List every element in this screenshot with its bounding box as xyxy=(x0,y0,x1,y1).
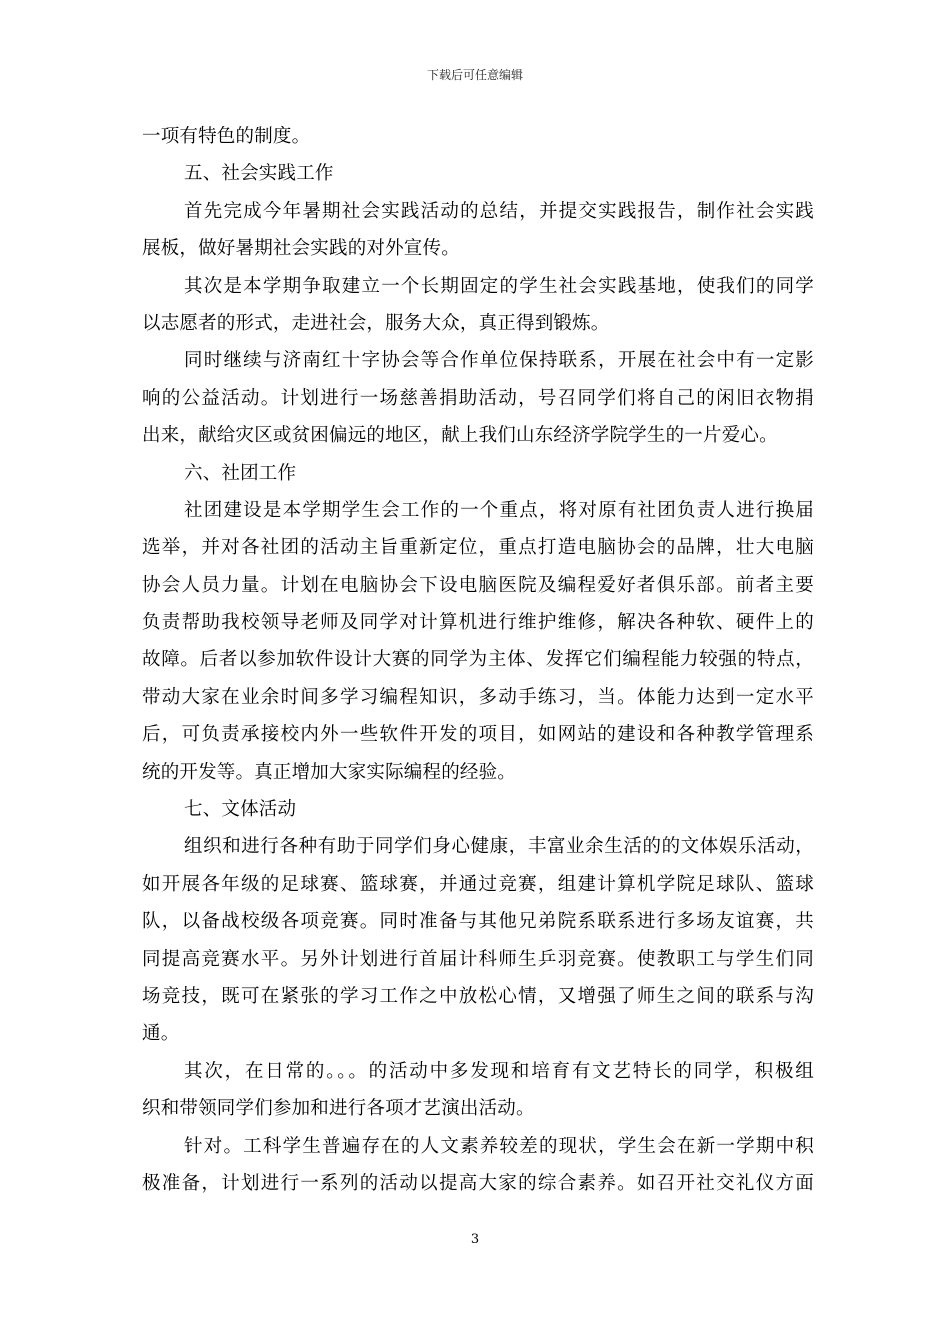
text-line: 选举，并对各社团的活动主旨重新定位，重点打造电脑协会的品牌，壮大电脑 xyxy=(142,537,814,559)
text-line: 场竞技，既可在紧张的学习工作之中放松心情，又增强了师生之间的联系与沟 xyxy=(142,985,814,1007)
text-line: 一项有特色的制度。 xyxy=(142,126,311,147)
text-line: 六、社团工作 xyxy=(184,462,297,484)
text-line: 响的公益活动。计划进行一场慈善捐助活动，号召同学们将自己的闲旧衣物捐 xyxy=(142,387,814,409)
text-line: 针对。工科学生普遍存在的人文素养较差的现状，学生会在新一学期中积 xyxy=(184,1135,814,1157)
text-line: 统的开发等。真正增加大家实际编程的经验。 xyxy=(142,761,517,783)
text-line: 织和带领同学们参加和进行各项才艺演出活动。 xyxy=(142,1098,535,1120)
page-number: 3 xyxy=(470,1232,480,1247)
text-line: 其次是本学期争取建立一个长期固定的学生社会实践基地，使我们的同学 xyxy=(184,275,814,297)
text-line: 如开展各年级的足球赛、篮球赛，并通过竞赛，组建计算机学院足球队、篮球 xyxy=(142,873,814,895)
text-line: 五、社会实践工作 xyxy=(184,163,334,185)
text-line: 同时继续与济南红十字协会等合作单位保持联系，开展在社会中有一定影 xyxy=(184,350,814,372)
text-line: 带动大家在业余时间多学习编程知识，多动手练习，当。体能力达到一定水平 xyxy=(142,686,814,708)
text-line: 七、文体活动 xyxy=(184,799,297,821)
text-line: 队，以备战校级各项竞赛。同时准备与其他兄弟院系联系进行多场友谊赛，共 xyxy=(142,911,814,933)
text-line: 极准备，计划进行一系列的活动以提高大家的综合素养。如召开社交礼仪方面 xyxy=(142,1172,814,1194)
text-line: 通。 xyxy=(142,1023,180,1045)
text-line: 负责帮助我校领导老师及同学对计算机进行维护维修，解决各种软、硬件上的 xyxy=(142,612,814,634)
text-line: 出来，献给灾区或贫困偏远的地区，献上我们山东经济学院学生的一片爱心。 xyxy=(142,425,778,447)
text-line: 同提高竞赛水平。另外计划进行首届计科师生乒羽竞赛。使教职工与学生们同 xyxy=(142,948,814,970)
text-line: 其次，在日常的。。。的活动中多发现和培育有文艺特长的同学，积极组 xyxy=(184,1060,814,1082)
document-body xyxy=(142,118,814,1202)
text-line: 展板，做好暑期社会实践的对外宣传。 xyxy=(142,238,460,260)
text-line: 故障。后者以参加软件设计大赛的同学为主体、发挥它们编程能力较强的特点， xyxy=(142,649,814,671)
page-header: 下载后可任意编辑 xyxy=(426,68,523,82)
text-line: 后，可负责承接校内外一些软件开发的项目，如网站的建设和各种教学管理系 xyxy=(142,724,814,746)
text-line: 以志愿者的形式，走进社会，服务大众，真正得到锻炼。 xyxy=(142,312,610,334)
text-line: 社团建设是本学期学生会工作的一个重点，将对原有社团负责人进行换届 xyxy=(184,499,814,521)
text-line: 协会人员力量。计划在电脑协会下设电脑医院及编程爱好者俱乐部。前者主要 xyxy=(142,574,814,596)
text-line: 首先完成今年暑期社会实践活动的总结，并提交实践报告，制作社会实践 xyxy=(184,200,814,222)
text-line: 组织和进行各种有助于同学们身心健康，丰富业余生活的的文体娱乐活动， xyxy=(184,836,814,858)
